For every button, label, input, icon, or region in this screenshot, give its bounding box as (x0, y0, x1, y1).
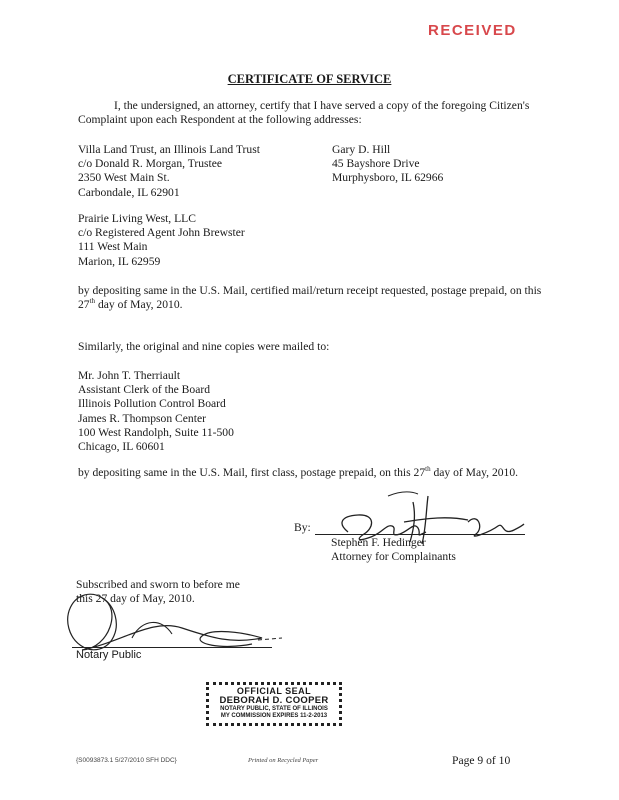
by-label: By: (294, 521, 311, 534)
address-line: 2350 West Main St. (78, 171, 170, 185)
signature-line (315, 534, 525, 535)
seal-title: OFFICIAL SEAL (236, 686, 312, 696)
address-line: Villa Land Trust, an Illinois Land Trust (78, 143, 260, 156)
official-seal-stamp (206, 682, 342, 726)
address-line: c/o Donald R. Morgan, Trustee (78, 157, 223, 171)
address-block-prairie (78, 212, 245, 269)
page-title: CERTIFICATE OF SERVICE (227, 72, 392, 86)
address-line: Gary D. Hill (332, 143, 391, 156)
address-line: Mr. John T. Therriault (78, 369, 181, 382)
address-line: Prairie Living West, LLC (78, 212, 196, 225)
footer-document-id: {S0093873.1 5/27/2010 SFH DDC} (76, 757, 177, 764)
address-block-villa (78, 143, 260, 200)
mailing-certified-paragraph: by depositing same in the U.S. Mail, certified mail/return receipt requested, postage prepaid, on this 27th day of May, 2010. (78, 284, 542, 312)
received-stamp: RECEIVED (428, 22, 517, 39)
mailing-first-class-paragraph: by depositing same in the U.S. Mail, first class, postage prepaid, on this 27th day of May, 2010. (78, 465, 519, 479)
subscribed-sworn-text: Subscribed and sworn to before me this 27 day of May, 2010. (76, 578, 240, 606)
address-line: 100 West Randolph, Suite 11-500 (78, 425, 234, 439)
address-line: c/o Registered Agent John Brewster (78, 226, 245, 240)
address-line: Carbondale, IL 62901 (78, 185, 180, 199)
signer-name: Stephen F. Hedinger (331, 536, 426, 549)
intro-paragraph: I, the undersigned, an attorney, certify that I have served a copy of the foregoing Citizen's Complaint upon each Respondent at the following addresses: (78, 99, 530, 127)
address-line: Marion, IL 62959 (78, 254, 161, 268)
address-line: Chicago, IL 60601 (78, 440, 165, 454)
seal-expiry: MY COMMISSION EXPIRES 11-2-2013 (220, 713, 328, 719)
address-line: Assistant Clerk of the Board (78, 383, 211, 397)
seal-state: NOTARY PUBLIC, STATE OF ILLINOIS (220, 706, 328, 712)
signer-role: Attorney for Complainants (331, 550, 456, 564)
address-line: Murphysboro, IL 62966 (332, 171, 444, 185)
address-block-hill (332, 143, 443, 186)
footer-recycled-note: Printed on Recycled Paper (248, 757, 319, 764)
address-block-board (78, 369, 234, 454)
address-line: Illinois Pollution Control Board (78, 397, 226, 411)
notary-signature-line (72, 647, 272, 648)
page-number: Page 9 of 10 (452, 754, 511, 767)
signer-block (331, 536, 456, 565)
seal-name: DEBORAH D. COOPER (219, 695, 329, 706)
notary-label: Notary Public (76, 649, 142, 661)
address-line: 45 Bayshore Drive (332, 157, 420, 171)
similarly-paragraph: Similarly, the original and nine copies were mailed to: (78, 340, 330, 353)
address-line: 111 West Main (78, 240, 148, 254)
address-line: James R. Thompson Center (78, 411, 206, 425)
